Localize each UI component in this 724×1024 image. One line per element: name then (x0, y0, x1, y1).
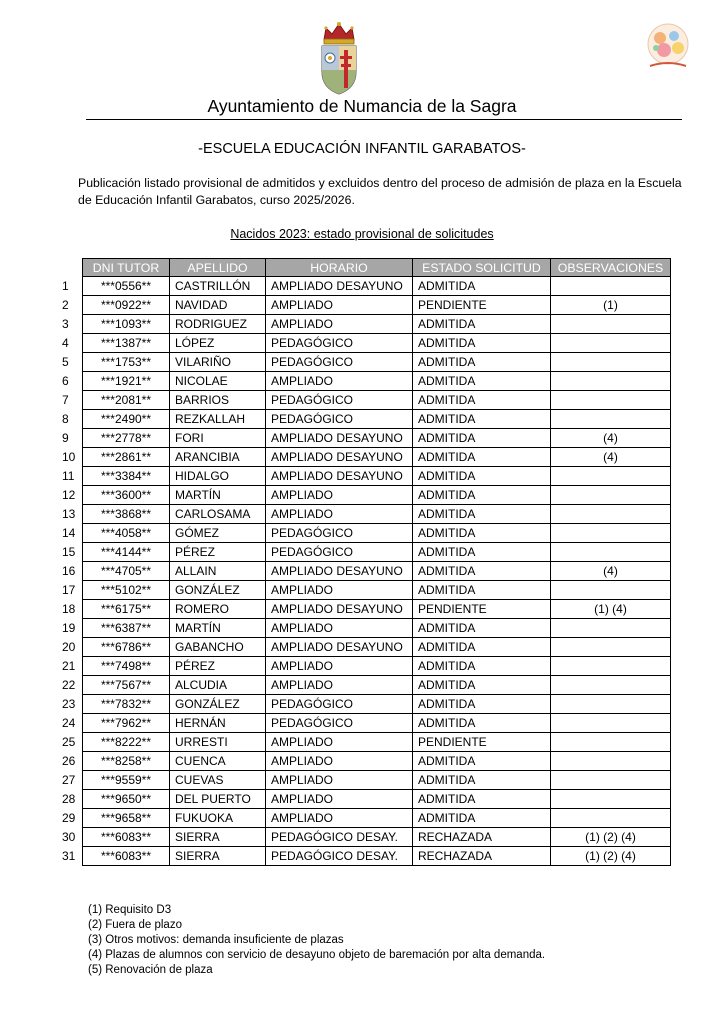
cell-observaciones (551, 657, 671, 676)
row-number: 9 (62, 430, 69, 445)
cell-horario: PEDAGÓGICO (266, 714, 413, 733)
table-row (83, 353, 671, 372)
cell-observaciones: (4) (551, 429, 671, 448)
cell-horario: AMPLIADO (266, 676, 413, 695)
cell-observaciones: (4) (551, 562, 671, 581)
cell-dni: ***9650** (83, 790, 170, 809)
table-row (83, 410, 671, 429)
cell-dni: ***7498** (83, 657, 170, 676)
column-header-horario: HORARIO (266, 259, 413, 277)
cell-horario: PEDAGÓGICO (266, 543, 413, 562)
cell-horario: AMPLIADO (266, 790, 413, 809)
cell-horario: AMPLIADO (266, 486, 413, 505)
cell-apellido: NAVIDAD (170, 296, 266, 315)
cell-observaciones (551, 676, 671, 695)
row-number-column (62, 277, 78, 866)
cell-estado: ADMITIDA (413, 391, 551, 410)
table-row (83, 619, 671, 638)
cell-dni: ***3868** (83, 505, 170, 524)
cell-estado: PENDIENTE (413, 600, 551, 619)
table-row (83, 315, 671, 334)
table-row (83, 448, 671, 467)
table-row (83, 543, 671, 562)
cell-apellido: PÉREZ (170, 543, 266, 562)
cell-apellido: RODRIGUEZ (170, 315, 266, 334)
admissions-table (82, 258, 671, 866)
cell-apellido: URRESTI (170, 733, 266, 752)
row-number: 29 (62, 810, 76, 825)
cell-estado: ADMITIDA (413, 714, 551, 733)
cell-apellido: DEL PUERTO (170, 790, 266, 809)
footnote-item: (1) Requisito D3 (88, 904, 172, 916)
row-number: 6 (62, 373, 69, 388)
cell-apellido: MARTÍN (170, 619, 266, 638)
cell-apellido: CASTRILLÓN (170, 277, 266, 296)
cell-dni: ***4144** (83, 543, 170, 562)
cell-observaciones (551, 486, 671, 505)
row-number: 13 (62, 506, 76, 521)
cell-apellido: CUEVAS (170, 771, 266, 790)
cell-dni: ***1387** (83, 334, 170, 353)
garabatos-school-logo-icon (642, 20, 694, 72)
cell-observaciones (551, 638, 671, 657)
cell-dni: ***7832** (83, 695, 170, 714)
cell-observaciones: (1) (2) (4) (551, 828, 671, 847)
cell-estado: ADMITIDA (413, 695, 551, 714)
column-header-observaciones: OBSERVACIONES (551, 259, 671, 277)
cell-horario: PEDAGÓGICO (266, 334, 413, 353)
cell-observaciones (551, 790, 671, 809)
table-row (83, 638, 671, 657)
table-row (83, 467, 671, 486)
cell-estado: ADMITIDA (413, 353, 551, 372)
cell-estado: RECHAZADA (413, 847, 551, 866)
cell-apellido: NICOLAE (170, 372, 266, 391)
cell-dni: ***6083** (83, 847, 170, 866)
school-title: -ESCUELA EDUCACIÓN INFANTIL GARABATOS- (198, 141, 526, 157)
cell-apellido: LÓPEZ (170, 334, 266, 353)
cell-observaciones (551, 505, 671, 524)
cell-observaciones (551, 581, 671, 600)
cell-apellido: ALLAIN (170, 562, 266, 581)
row-number: 19 (62, 620, 76, 635)
row-number: 28 (62, 791, 76, 806)
row-number: 4 (62, 335, 69, 350)
cell-apellido: MARTÍN (170, 486, 266, 505)
cell-observaciones: (1) (2) (4) (551, 847, 671, 866)
row-number: 27 (62, 772, 76, 787)
cell-dni: ***6083** (83, 828, 170, 847)
cell-apellido: ALCUDIA (170, 676, 266, 695)
column-header-dni: DNI TUTOR (83, 259, 170, 277)
cell-horario: PEDAGÓGICO (266, 410, 413, 429)
cell-observaciones (551, 543, 671, 562)
row-number: 2 (62, 297, 69, 312)
row-number: 21 (62, 658, 76, 673)
cell-estado: RECHAZADA (413, 828, 551, 847)
cell-observaciones (551, 277, 671, 296)
table-row (83, 714, 671, 733)
cell-estado: ADMITIDA (413, 543, 551, 562)
cell-observaciones (551, 714, 671, 733)
row-number: 22 (62, 677, 76, 692)
cell-observaciones (551, 524, 671, 543)
cell-observaciones (551, 391, 671, 410)
cell-dni: ***7567** (83, 676, 170, 695)
table-row (83, 695, 671, 714)
cell-estado: ADMITIDA (413, 505, 551, 524)
cell-apellido: SIERRA (170, 847, 266, 866)
footnotes (88, 903, 545, 978)
cell-horario: AMPLIADO (266, 505, 413, 524)
cell-apellido: FORI (170, 429, 266, 448)
cell-horario: AMPLIADO (266, 315, 413, 334)
row-number: 31 (62, 848, 76, 863)
row-number: 16 (62, 563, 76, 578)
cell-apellido: GABANCHO (170, 638, 266, 657)
cell-horario: AMPLIADO (266, 657, 413, 676)
cell-estado: ADMITIDA (413, 581, 551, 600)
cell-estado: ADMITIDA (413, 315, 551, 334)
cell-horario: PEDAGÓGICO DESAY. (266, 847, 413, 866)
row-number: 10 (62, 449, 76, 464)
cell-observaciones: (1) (551, 296, 671, 315)
cell-dni: ***0556** (83, 277, 170, 296)
cell-horario: PEDAGÓGICO (266, 695, 413, 714)
cell-dni: ***3600** (83, 486, 170, 505)
cell-dni: ***2490** (83, 410, 170, 429)
table-row (83, 486, 671, 505)
table-header-row (83, 259, 671, 277)
row-number: 17 (62, 582, 76, 597)
cell-dni: ***7962** (83, 714, 170, 733)
municipal-coat-of-arms-icon (318, 20, 360, 96)
table-row (83, 809, 671, 828)
cell-dni: ***1093** (83, 315, 170, 334)
cell-estado: ADMITIDA (413, 676, 551, 695)
cell-horario: AMPLIADO DESAYUNO (266, 429, 413, 448)
table-row (83, 296, 671, 315)
cell-apellido: GONZÁLEZ (170, 581, 266, 600)
table-row (83, 847, 671, 866)
cell-horario: AMPLIADO (266, 619, 413, 638)
row-number: 25 (62, 734, 76, 749)
cell-observaciones: (4) (551, 448, 671, 467)
cell-estado: PENDIENTE (413, 296, 551, 315)
cell-estado: ADMITIDA (413, 486, 551, 505)
row-number: 8 (62, 411, 69, 426)
cell-apellido: HERNÁN (170, 714, 266, 733)
cell-dni: ***4705** (83, 562, 170, 581)
cell-horario: PEDAGÓGICO (266, 524, 413, 543)
row-number: 5 (62, 354, 69, 369)
cell-horario: AMPLIADO DESAYUNO (266, 638, 413, 657)
footnote-item: (5) Renovación de plaza (88, 964, 213, 976)
cell-apellido: GONZÁLEZ (170, 695, 266, 714)
cell-dni: ***2081** (83, 391, 170, 410)
cell-estado: ADMITIDA (413, 277, 551, 296)
cell-dni: ***8222** (83, 733, 170, 752)
cell-estado: PENDIENTE (413, 733, 551, 752)
table-row (83, 505, 671, 524)
cell-observaciones (551, 334, 671, 353)
table-row (83, 752, 671, 771)
cell-estado: ADMITIDA (413, 448, 551, 467)
cell-estado: ADMITIDA (413, 562, 551, 581)
cell-horario: AMPLIADO DESAYUNO (266, 448, 413, 467)
cell-observaciones (551, 467, 671, 486)
footnote-item: (4) Plazas de alumnos con servicio de desayuno objeto de baremación por alta demanda. (88, 949, 546, 961)
cell-horario: AMPLIADO (266, 296, 413, 315)
table-row (83, 771, 671, 790)
cell-dni: ***9658** (83, 809, 170, 828)
cell-apellido: SIERRA (170, 828, 266, 847)
cell-dni: ***0922** (83, 296, 170, 315)
cell-estado: ADMITIDA (413, 771, 551, 790)
cell-dni: ***5102** (83, 581, 170, 600)
cell-apellido: BARRIOS (170, 391, 266, 410)
cell-dni: ***3384** (83, 467, 170, 486)
cell-dni: ***6387** (83, 619, 170, 638)
cell-estado: ADMITIDA (413, 524, 551, 543)
cell-horario: AMPLIADO DESAYUNO (266, 467, 413, 486)
cell-observaciones (551, 353, 671, 372)
table-row (83, 657, 671, 676)
cell-observaciones (551, 771, 671, 790)
row-number: 3 (62, 316, 69, 331)
cell-apellido: HIDALGO (170, 467, 266, 486)
cell-estado: ADMITIDA (413, 619, 551, 638)
footnote-item: (3) Otros motivos: demanda insuficiente de plazas (88, 934, 344, 946)
row-number: 26 (62, 753, 76, 768)
cell-observaciones (551, 619, 671, 638)
cell-estado: ADMITIDA (413, 790, 551, 809)
cell-estado: ADMITIDA (413, 429, 551, 448)
column-header-estado: ESTADO SOLICITUD (413, 259, 551, 277)
cell-apellido: PÉREZ (170, 657, 266, 676)
cell-dni: ***9559** (83, 771, 170, 790)
cell-dni: ***1921** (83, 372, 170, 391)
cell-observaciones (551, 809, 671, 828)
row-number: 23 (62, 696, 76, 711)
cell-apellido: ROMERO (170, 600, 266, 619)
cell-observaciones (551, 695, 671, 714)
cell-apellido: VILARIÑO (170, 353, 266, 372)
cell-dni: ***8258** (83, 752, 170, 771)
header-divider (86, 119, 682, 120)
table-subtitle: Nacidos 2023: estado provisional de solicitudes (230, 227, 494, 241)
row-number: 24 (62, 715, 76, 730)
cell-observaciones (551, 372, 671, 391)
cell-dni: ***2778** (83, 429, 170, 448)
table-row (83, 733, 671, 752)
cell-observaciones (551, 733, 671, 752)
cell-horario: AMPLIADO (266, 809, 413, 828)
cell-apellido: ARANCIBIA (170, 448, 266, 467)
row-number: 30 (62, 829, 76, 844)
row-number: 7 (62, 392, 69, 407)
cell-horario: PEDAGÓGICO DESAY. (266, 828, 413, 847)
table-row (83, 828, 671, 847)
cell-horario: AMPLIADO (266, 581, 413, 600)
cell-estado: ADMITIDA (413, 410, 551, 429)
cell-dni: ***2861** (83, 448, 170, 467)
intro-paragraph: Publicación listado provisional de admitidos y excluidos dentro del proceso de admisión de plaza en la Escuela de Educación Infantil Garabatos, curso 2025/2026. (78, 176, 682, 207)
cell-estado: ADMITIDA (413, 638, 551, 657)
table-row (83, 334, 671, 353)
cell-apellido: REZKALLAH (170, 410, 266, 429)
table-row (83, 562, 671, 581)
row-number: 11 (62, 468, 75, 483)
table-row (83, 676, 671, 695)
table-row (83, 372, 671, 391)
cell-estado: ADMITIDA (413, 752, 551, 771)
cell-horario: PEDAGÓGICO (266, 391, 413, 410)
cell-horario: AMPLIADO (266, 752, 413, 771)
cell-horario: AMPLIADO DESAYUNO (266, 277, 413, 296)
cell-horario: AMPLIADO (266, 372, 413, 391)
cell-apellido: GÓMEZ (170, 524, 266, 543)
row-number: 14 (62, 525, 76, 540)
cell-apellido: CARLOSAMA (170, 505, 266, 524)
cell-dni: ***1753** (83, 353, 170, 372)
table-row (83, 524, 671, 543)
cell-observaciones (551, 752, 671, 771)
table-row (83, 581, 671, 600)
cell-dni: ***6786** (83, 638, 170, 657)
cell-dni: ***4058** (83, 524, 170, 543)
table-row (83, 277, 671, 296)
cell-horario: AMPLIADO (266, 771, 413, 790)
cell-estado: ADMITIDA (413, 467, 551, 486)
table-row (83, 790, 671, 809)
municipality-title: Ayuntamiento de Numancia de la Sagra (207, 96, 517, 116)
cell-horario: AMPLIADO DESAYUNO (266, 600, 413, 619)
table-row (83, 391, 671, 410)
cell-horario: AMPLIADO DESAYUNO (266, 562, 413, 581)
cell-horario: PEDAGÓGICO (266, 353, 413, 372)
cell-observaciones: (1) (4) (551, 600, 671, 619)
row-number: 1 (62, 278, 69, 293)
table-row (83, 600, 671, 619)
cell-estado: ADMITIDA (413, 372, 551, 391)
row-number: 20 (62, 639, 76, 654)
row-number: 15 (62, 544, 76, 559)
row-number: 12 (62, 487, 76, 502)
cell-apellido: CUENCA (170, 752, 266, 771)
table-row (83, 429, 671, 448)
row-number: 18 (62, 601, 76, 616)
cell-horario: AMPLIADO (266, 733, 413, 752)
cell-estado: ADMITIDA (413, 809, 551, 828)
cell-observaciones (551, 410, 671, 429)
column-header-apellido: APELLIDO (170, 259, 266, 277)
cell-estado: ADMITIDA (413, 334, 551, 353)
footnote-item: (2) Fuera de plazo (88, 919, 182, 931)
cell-estado: ADMITIDA (413, 657, 551, 676)
cell-dni: ***6175** (83, 600, 170, 619)
cell-observaciones (551, 315, 671, 334)
cell-apellido: FUKUOKA (170, 809, 266, 828)
